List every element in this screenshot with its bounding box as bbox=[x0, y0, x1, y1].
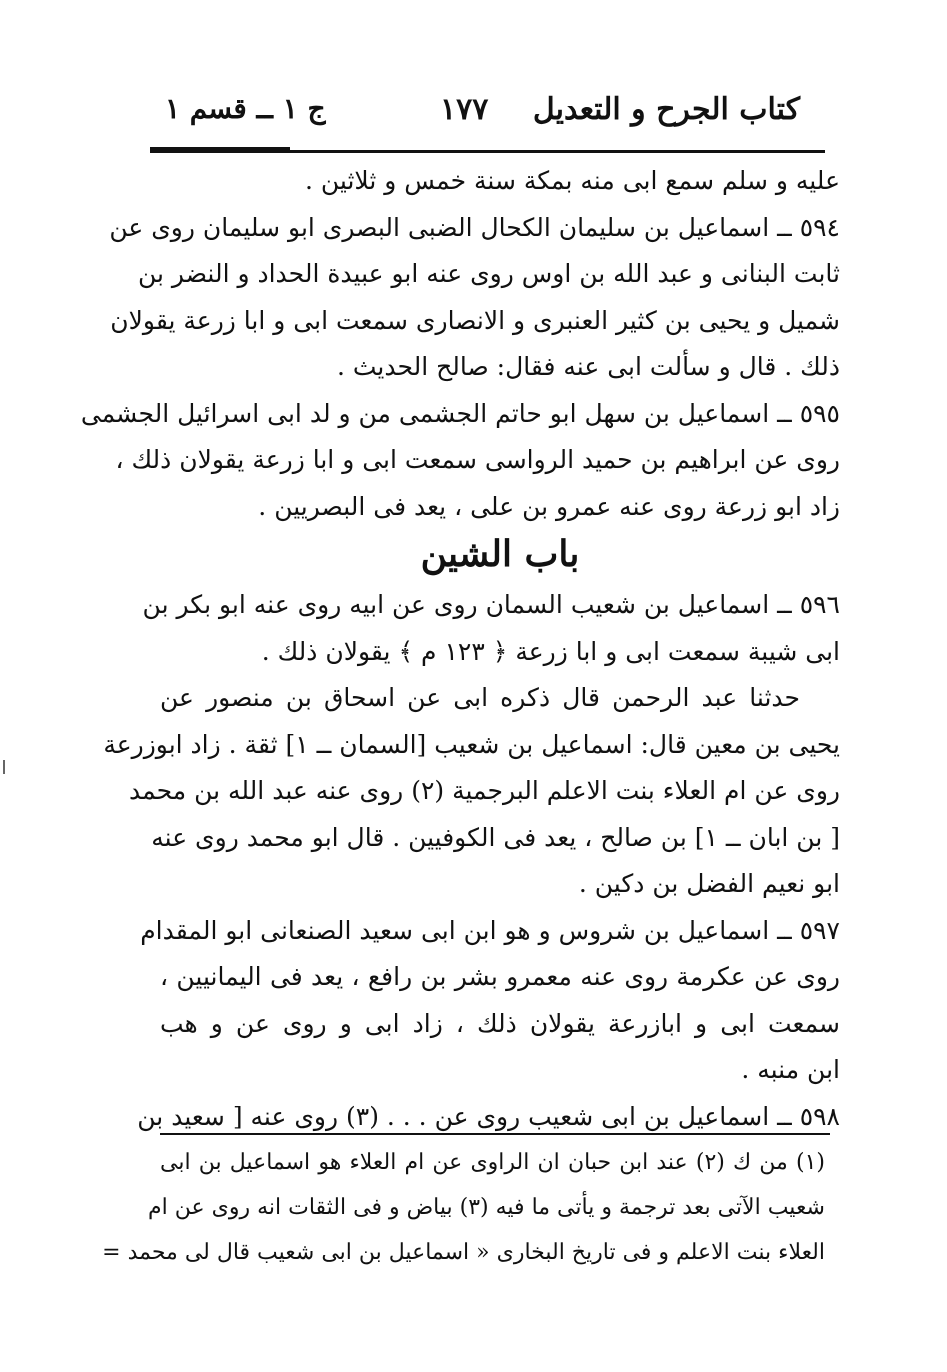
text-line: روی عن ام العلاء بنت الاعلم البرجمیة (٢) روی عنه عبد الله بن محمد bbox=[129, 776, 840, 805]
book-title: كتاب الجرح و التعديل bbox=[532, 92, 800, 127]
text-line: روی عن عکرمة روی عنه معمرو بشر بن رافع ، یعد فی الیمانیین ، bbox=[160, 962, 840, 991]
page-number: ١٧٧ bbox=[440, 92, 489, 127]
footnote-rule bbox=[160, 1133, 830, 1135]
text-line: ابو نعیم الفضل بن دکین . bbox=[578, 869, 840, 898]
text-line: ذلك . قال و سألت ابی عنه فقال: صالح الحدیث . bbox=[336, 352, 840, 381]
entry-594-line: ٥٩٤ ــ اسماعیل بن سلیمان الكحال الضبی البصری ابو سلیمان روی عن bbox=[109, 212, 840, 242]
footnote-line: شعیب الآتی بعد ترجمة و یأتی ما فیه (٣) بیاض و فی الثقات انه روی عن ام bbox=[148, 1195, 825, 1220]
text-line: حدثنا عبد الرحمن قال ذکره ابی عن اسحاق بن منصور عن bbox=[160, 683, 800, 712]
entry-596-line: ٥٩٦ ــ اسماعیل بن شعیب السمان روی عن ابیه روی عنه ابو بکر بن bbox=[142, 590, 840, 619]
footnotes bbox=[102, 1140, 826, 1275]
text-line: ابن منبه . bbox=[741, 1055, 840, 1084]
entry-598-line: ٥٩٨ ــ اسماعیل بن ابی شعیب روی عن . . . (٣) روی عنه [ سعید بن bbox=[137, 1101, 840, 1131]
footnote-line: (١) من ك (٢) عند ابن حبان ان الراوی عن ام العلاء هو اسماعیل بن ابی bbox=[160, 1150, 826, 1175]
page-header bbox=[150, 92, 800, 148]
entry-595-line: ٥٩٥ ــ اسماعیل بن سهل ابو حاتم الجشمی من و لد ابی اسرائیل الجشمی bbox=[80, 398, 840, 428]
footnote-line: العلاء بنت الاعلم و فی تاریخ البخاری « اسماعیل بن ابی شعیب قال لی محمد = bbox=[102, 1240, 825, 1265]
text-line: شمیل و یحیی بن کثیر العنبری و الانصاری سمعت ابی و ابا زرعة یقولان bbox=[110, 305, 840, 335]
section-heading: باب الشين bbox=[420, 533, 580, 575]
text-line: عليه و سلم سمع ابی منه بمکة سنة خمس و ثلاثین . bbox=[305, 166, 840, 195]
text-line: ثابت البنانی و عبد الله بن اوس روی عنه ابو عبیدة الحداد و النضر بن bbox=[138, 259, 840, 288]
entry-597-line: ٥٩٧ ــ اسماعیل بن شروس و هو ابن ابی سعید الصنعانی ابو المقدام bbox=[140, 915, 840, 945]
main-text bbox=[80, 158, 840, 1140]
scan-mark bbox=[3, 760, 5, 774]
header-rule bbox=[150, 150, 825, 153]
text-line: [ بن ابان ــ ١] بن صالح ، یعد فی الکوفیین . قال ابو محمد روی عنه bbox=[151, 822, 840, 852]
text-line: ابی شیبة سمعت ابی و ابا زرعة ﴿ ١٢٣ م ﴾ یقولان ذلك . bbox=[261, 636, 840, 666]
text-line: روی عن ابراهیم بن حمید الرواسی سمعت ابی و ابا زرعة یقولان ذلك ، bbox=[115, 445, 840, 474]
text-line: سمعت ابی و ابازرعة یقولان ذلك ، زاد ابی و روی عن و هب bbox=[160, 1008, 840, 1038]
text-line: یحیی بن معین قال: اسماعیل بن شعیب [السمان ــ ١] ثقة . زاد ابوزرعة bbox=[103, 729, 840, 759]
volume-section: ج ١ ــ قسم ١ bbox=[165, 92, 326, 125]
text-line: زاد ابو زرعة روی عنه عمرو بن علی ، یعد فی البصریین . bbox=[258, 491, 840, 521]
